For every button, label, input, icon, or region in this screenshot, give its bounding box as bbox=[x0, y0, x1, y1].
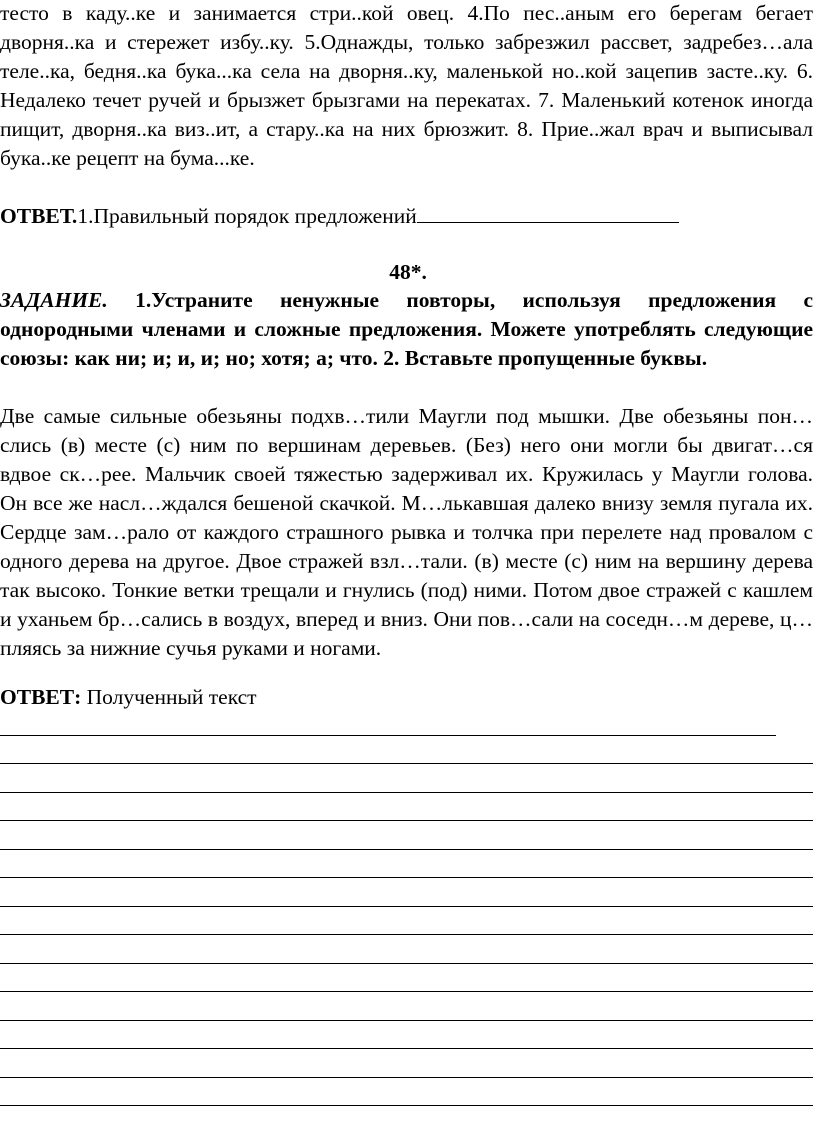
writing-line[interactable] bbox=[0, 906, 813, 907]
top-paragraph: тесто в каду..ке и занимается стри..кой овец. 4.По пес..аным его берегам бегает дворня..ка и стережет избу..ку. 5.Однажды, только забрезжил рассвет, задребез…ала теле..ка, бедня..ка бука...ка села на дворня..ку, маленькой но..кой зацепив засте..ку. 6. Недалеко течет ручей и брызжет брызгами на перекатах. 7. Маленький котенок иногда пищит, дворня..ка виз..ит, а стару..ка на них брюзжит. 8. Прие..жал врач и выписывал бука..ке рецепт на бума...ке. bbox=[0, 1, 813, 170]
writing-line[interactable] bbox=[0, 877, 813, 878]
writing-line[interactable] bbox=[0, 1048, 813, 1049]
writing-line[interactable] bbox=[0, 963, 813, 964]
answer-1-blank[interactable] bbox=[417, 202, 679, 223]
writing-line[interactable] bbox=[0, 991, 813, 992]
writing-line[interactable] bbox=[0, 1105, 813, 1106]
task-text: 1.Устраните ненужные повторы, используя предложения с однородными членами и сложные предложения. Можете употреблять следующие союзы: как ни; и; и, и; но; хотя; а; что. 2. Вставьте пропущенные буквы. bbox=[0, 288, 813, 370]
task-label: ЗАДАНИЕ. bbox=[0, 288, 108, 312]
writing-line[interactable] bbox=[0, 849, 813, 850]
writing-line[interactable] bbox=[0, 1020, 813, 1021]
answer-1-label: ОТВЕТ. bbox=[0, 204, 78, 228]
writing-line[interactable] bbox=[0, 763, 813, 764]
writing-line[interactable] bbox=[0, 934, 813, 935]
answer-2-text: Полученный текст bbox=[86, 685, 257, 709]
writing-line[interactable] bbox=[0, 792, 813, 793]
writing-line[interactable] bbox=[0, 1077, 813, 1078]
writing-line[interactable] bbox=[0, 735, 776, 736]
writing-line[interactable] bbox=[0, 820, 813, 821]
exercise-number: 48*. bbox=[389, 260, 427, 284]
answer-2-label: ОТВЕТ: bbox=[0, 685, 82, 709]
answer-1-text: 1.Правильный порядок предложений bbox=[77, 204, 417, 228]
answer-1 bbox=[0, 202, 813, 231]
answer-2 bbox=[0, 683, 813, 712]
story-paragraph: Две самые сильные обезьяны подхв…тили Маугли под мышки. Две обезьяны пон…слись (в) месте (с) ним по вершинам деревьев. (Без) него они могли бы двигат…ся вдвое ск…рее. Мальчик своей тяжестью задерживал их. Кружилась у Маугли голова. Он все же насл…ждался бешеной скачкой. М…лькавшая далеко внизу земля пугала их. Сердце зам…рало от каждого страшного рывка и толчка при перелете над провалом с одного дерева на другое. Двое стражей взл…тали. (в) месте (с) ним на вершину дерева так высоко. Тонкие ветки трещали и гнулись (под) ними. Потом двое стражей с кашлем и уханьем бр…сались в воздух, вперед и вниз. Они пов…сали на соседн…м дереве, ц…пляясь за нижние сучья руками и ногами. bbox=[0, 404, 813, 660]
task-paragraph bbox=[0, 286, 813, 373]
